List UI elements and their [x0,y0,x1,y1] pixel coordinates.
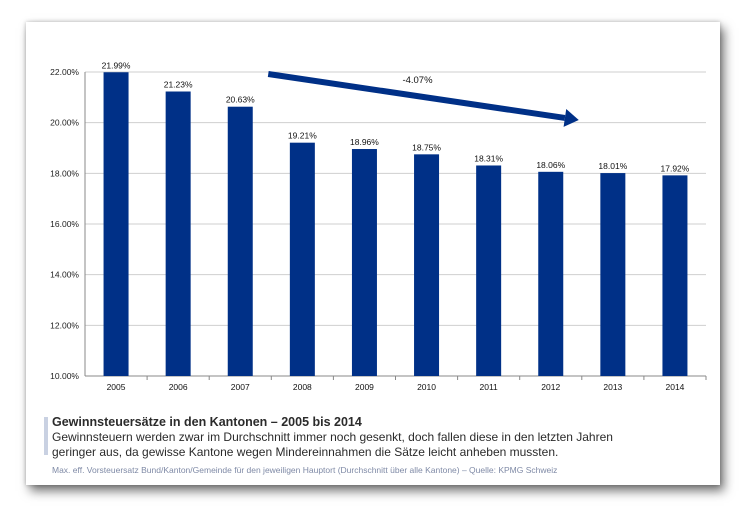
y-tick-label: 12.00% [50,320,79,331]
bar [414,154,439,376]
y-tick-label: 16.00% [50,219,79,229]
bar [662,175,687,376]
data-label: 18.06% [536,159,566,170]
x-tick-label: 2011 [479,382,498,392]
bar [538,172,563,376]
bar [600,173,625,376]
bar-chart [26,22,720,402]
data-label: 18.75% [412,142,441,153]
chart-card [26,22,720,485]
trend-arrow-head [564,109,579,127]
caption-body-line-2: geringer aus, da gewisse Kantone wegen Mindereinnahmen die Sätze leicht anheben mussten. [52,445,559,459]
bar [290,143,315,376]
x-tick-label: 2008 [292,382,312,392]
data-label: 18.96% [350,137,379,148]
data-label: 17.92% [660,163,690,174]
x-tick-label: 2009 [354,382,374,392]
data-label: 19.21% [287,130,317,141]
bar [476,165,501,376]
bar [104,72,129,376]
x-tick-label: 2013 [603,382,623,392]
y-tick-label: 10.00% [50,371,79,381]
y-tick-label: 18.00% [50,168,79,179]
data-label: 21.99% [101,60,131,71]
bar [166,92,191,376]
data-label: 18.01% [598,161,628,172]
y-tick-label: 20.00% [50,117,79,128]
caption [52,414,692,460]
trend-annotation-label: -4.07% [402,75,433,86]
caption-title: Gewinnsteuersätze in den Kantonen – 2005 bis 2014 [52,415,362,429]
y-tick-label: 22.00% [50,67,79,77]
x-tick-label: 2012 [541,382,561,392]
x-tick-label: 2006 [168,382,188,392]
caption-body-line-1: Gewinnsteuern werden zwar im Durchschnitt immer noch gesenkt, doch fallen diese in den letzten Jahren [52,430,613,444]
data-label: 18.31% [474,153,504,164]
bar [352,149,377,376]
x-tick-label: 2014 [665,382,685,392]
data-label: 20.63% [225,94,255,105]
x-tick-label: 2007 [230,382,250,392]
bar [228,107,253,376]
x-tick-label: 2010 [417,382,437,392]
x-tick-label: 2005 [106,382,126,392]
caption-accent-bar [44,417,48,455]
caption-source: Max. eff. Vorsteuersatz Bund/Kanton/Gemeinde für den jeweiligen Hauptort (Durchschnitt über alle Kantone) – Quelle: KPMG Schweiz [52,465,558,475]
y-tick-label: 14.00% [50,269,79,280]
data-label: 21.23% [163,79,193,90]
